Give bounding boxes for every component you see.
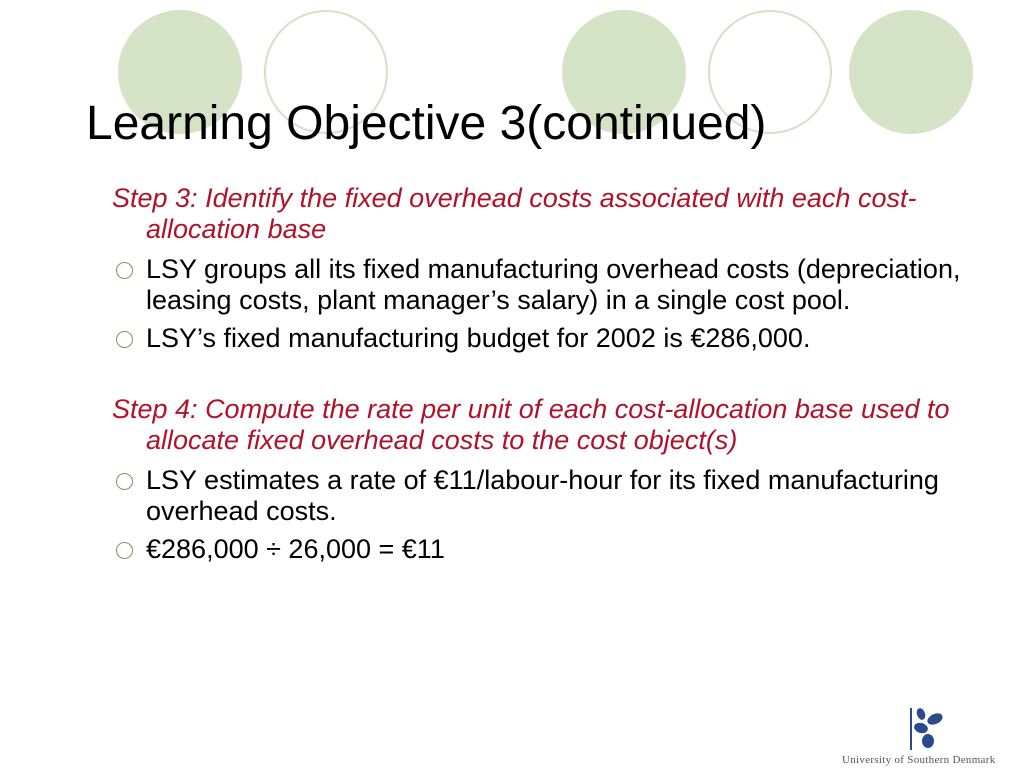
slide-body [112,183,972,565]
circle-bullet-icon [116,473,133,490]
bullet-text: LSY’s fixed manufacturing budget for 2002 is €286,000. [146,323,811,353]
circle-bullet-icon [116,262,133,279]
bullet-item [112,465,972,527]
bullet-text: LSY estimates a rate of €11/labour-hour for its fixed manufacturing overhead costs. [146,465,939,526]
step-4-heading: Step 4: Compute the rate per unit of each cost-allocation base used to allocate fixed overhead costs to the cost object(s) [112,394,950,455]
circle-bullet-icon [116,542,133,559]
bullet-item [112,323,972,354]
university-logo [840,706,1020,766]
decor-circle-filled [849,10,973,134]
bullet-item [112,534,972,565]
circle-bullet-icon [116,331,133,348]
bullet-text: €286,000 ÷ 26,000 = €11 [146,534,445,564]
slide-title: Learning Objective 3(continued) [86,97,767,150]
bullet-item [112,254,972,316]
bullet-text: LSY groups all its fixed manufacturing overhead costs (depreciation, leasing costs, plant manager’s salary) in a single cost pool. [146,254,961,315]
leaf-logo-icon [908,706,948,752]
logo-text: University of Southern Denmark [842,754,996,766]
step-3-heading: Step 3: Identify the fixed overhead costs associated with each cost-allocation base [112,183,917,244]
